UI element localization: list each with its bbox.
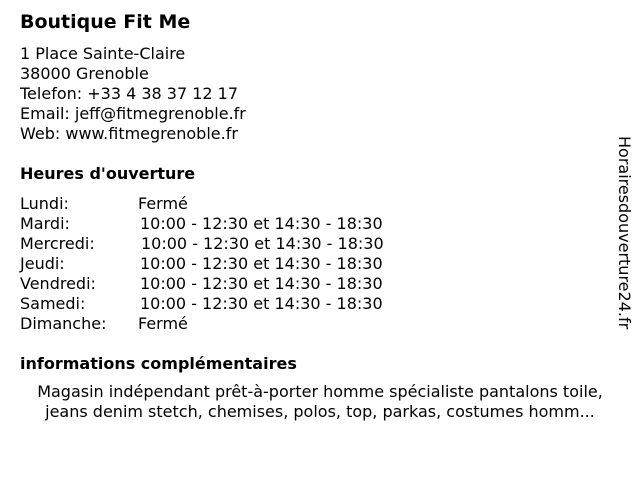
web-text: Web: www.fitmegrenoble.fr — [20, 124, 238, 143]
day-label: Vendredi: — [20, 274, 96, 293]
email-text: Email: jeff@fitmegrenoble.fr — [20, 104, 246, 123]
hours-heading: Heures d'ouverture — [20, 164, 196, 183]
address-line-1: 1 Place Sainte-Claire — [20, 44, 186, 63]
hours-value: 10:00 - 12:30 et 14:30 - 18:30 — [141, 234, 384, 253]
address-line-2: 38000 Grenoble — [20, 64, 149, 83]
hours-value: Fermé — [138, 314, 188, 333]
info-line-2: jeans denim stetch, chemises, polos, top, parkas, costumes homm... — [45, 402, 595, 421]
hours-value: 10:00 - 12:30 et 14:30 - 18:30 — [140, 254, 383, 273]
day-label: Samedi: — [20, 294, 86, 313]
info-heading: informations complémentaires — [20, 354, 297, 373]
hours-value: 10:00 - 12:30 et 14:30 - 18:30 — [140, 214, 383, 233]
hours-value: Fermé — [138, 194, 188, 213]
business-name: Boutique Fit Me — [20, 11, 191, 33]
contact-info — [20, 44, 246, 144]
day-label: Dimanche: — [20, 314, 107, 333]
info-description — [0, 382, 640, 422]
hours-value: 10:00 - 12:30 et 14:30 - 18:30 — [140, 294, 383, 313]
info-line-1: Magasin indépendant prêt-à-porter homme spécialiste pantalons toile, — [37, 382, 603, 401]
phone-text: Telefon: +33 4 38 37 12 17 — [20, 84, 239, 103]
day-label: Mardi: — [20, 214, 70, 233]
day-label: Mercredi: — [20, 234, 95, 253]
watermark-label: Horairesdouverture24.fr — [615, 136, 634, 330]
day-label: Lundi: — [20, 194, 69, 213]
day-label: Jeudi: — [20, 254, 65, 273]
hours-value: 10:00 - 12:30 et 14:30 - 18:30 — [140, 274, 383, 293]
watermark-text — [612, 136, 636, 344]
